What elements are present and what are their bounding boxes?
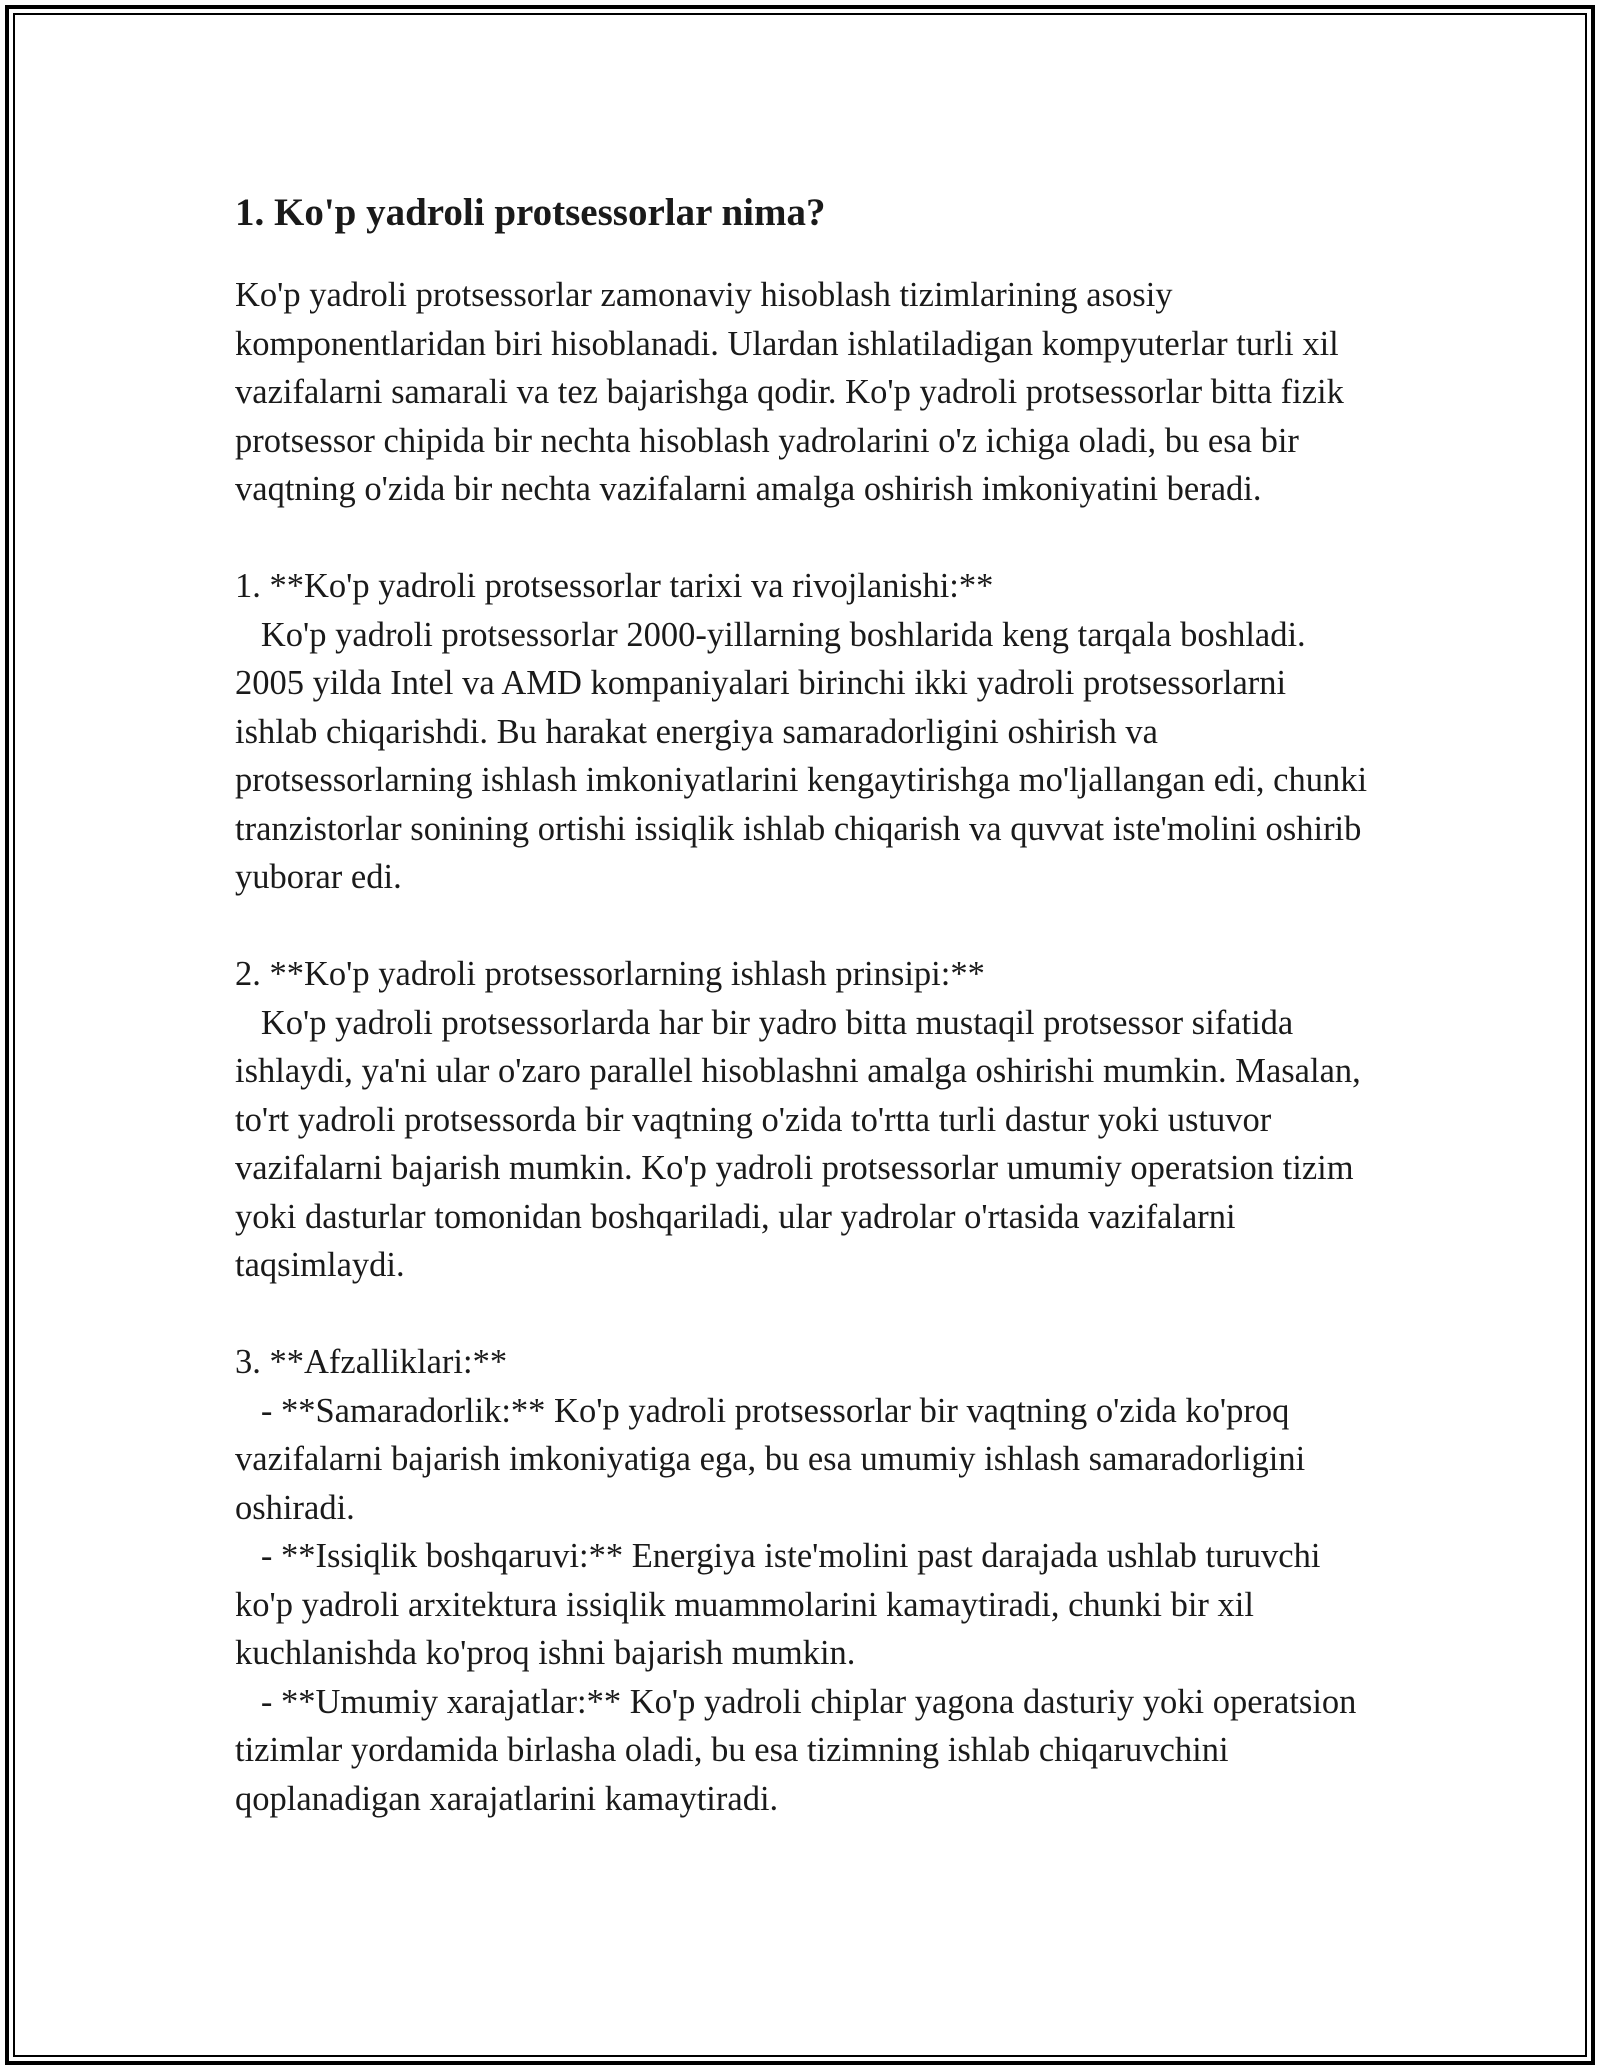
document-title: 1. Ko'p yadroli protsessorlar nima? xyxy=(235,191,826,234)
section-1-heading: 1. **Ko'p yadroli protsessorlar tarixi va rivojlanishi:** xyxy=(235,567,994,605)
section-3-heading: 3. **Afzalliklari:** xyxy=(235,1343,508,1381)
intro-paragraph: Ko'p yadroli protsessorlar zamonaviy hisoblash tizimlarining asosiy komponentlaridan biri hisoblanadi. Ulardan ishlatiladigan kompyuterlar turli xil vazifalarni samarali va tez bajarishga qodir. Ko'p yadroli protsessorlar bitta fizik protsessor chipida bir nechta hisoblash yadrolarini o'z ichiga oladi, bu esa bir vaqtning o'zida bir nechta vazifalarni amalga oshirish imkoniyatini beradi. xyxy=(235,276,1353,508)
spacer xyxy=(235,902,1375,951)
spacer xyxy=(235,1290,1375,1339)
section-2-body: Ko'p yadroli protsessorlarda har bir yadro bitta mustaqil protsessor sifatida ishlaydi, ya'ni ular o'zaro parallel hisoblashni amalga oshirishi mumkin. Masalan, to'rt yadroli protsessorda bir vaqtning o'zida to'rtta turli dastur yoki ustuvor vazifalarni bajarish mumkin. Ko'p yadroli protsessorlar umumiy operatsion tizim yoki dasturlar tomonidan boshqariladi, ular yadrolar o'rtasida vazifalarni taqsimlaydi. xyxy=(235,1003,1370,1284)
document-body xyxy=(235,185,1375,1823)
spacer xyxy=(235,514,1375,563)
bullet-issiqlik-boshqaruvi: - **Issiqlik boshqaruvi:** Energiya iste'molini past darajada ushlab turuvchi ko'p yadroli arxitektura issiqlik muammolarini kamaytiradi, chunki bir xil kuchlanishda ko'proq ishni bajarish mumkin. xyxy=(235,1537,1330,1672)
bullet-umumiy-xarajatlar: - **Umumiy xarajatlar:** Ko'p yadroli chiplar yagona dasturiy yoki operatsion tizimlar yordamida birlasha oladi, bu esa tizimning ishlab chiqaruvchini qoplanadigan xarajatlarini kamaytiradi. xyxy=(235,1682,1366,1818)
section-1-body: Ko'p yadroli protsessorlar 2000-yillarning boshlarida keng tarqala boshladi. 2005 yilda Intel va AMD kompaniyalari birinchi ikki yadroli protsessorlarni ishlab chiqarishdi. Bu harakat energiya samaradorligini oshirish va protsessorlarning ishlash imkoniyatlarini kengaytirishga mo'ljallangan edi, chunki tranzistorlar sonining ortishi issiqlik ishlab chiqarish va quvvat iste'molini oshirib yuborar edi. xyxy=(235,615,1376,896)
bullet-samaradorlik: - **Samaradorlik:** Ko'p yadroli protsessorlar bir vaqtning o'zida ko'proq vazifalarni bajarish imkoniyatiga ega, bu esa umumiy ishlash samaradorligini oshiradi. xyxy=(235,1391,1314,1527)
section-2-heading: 2. **Ko'p yadroli protsessorlarning ishlash prinsipi:** xyxy=(235,955,985,993)
